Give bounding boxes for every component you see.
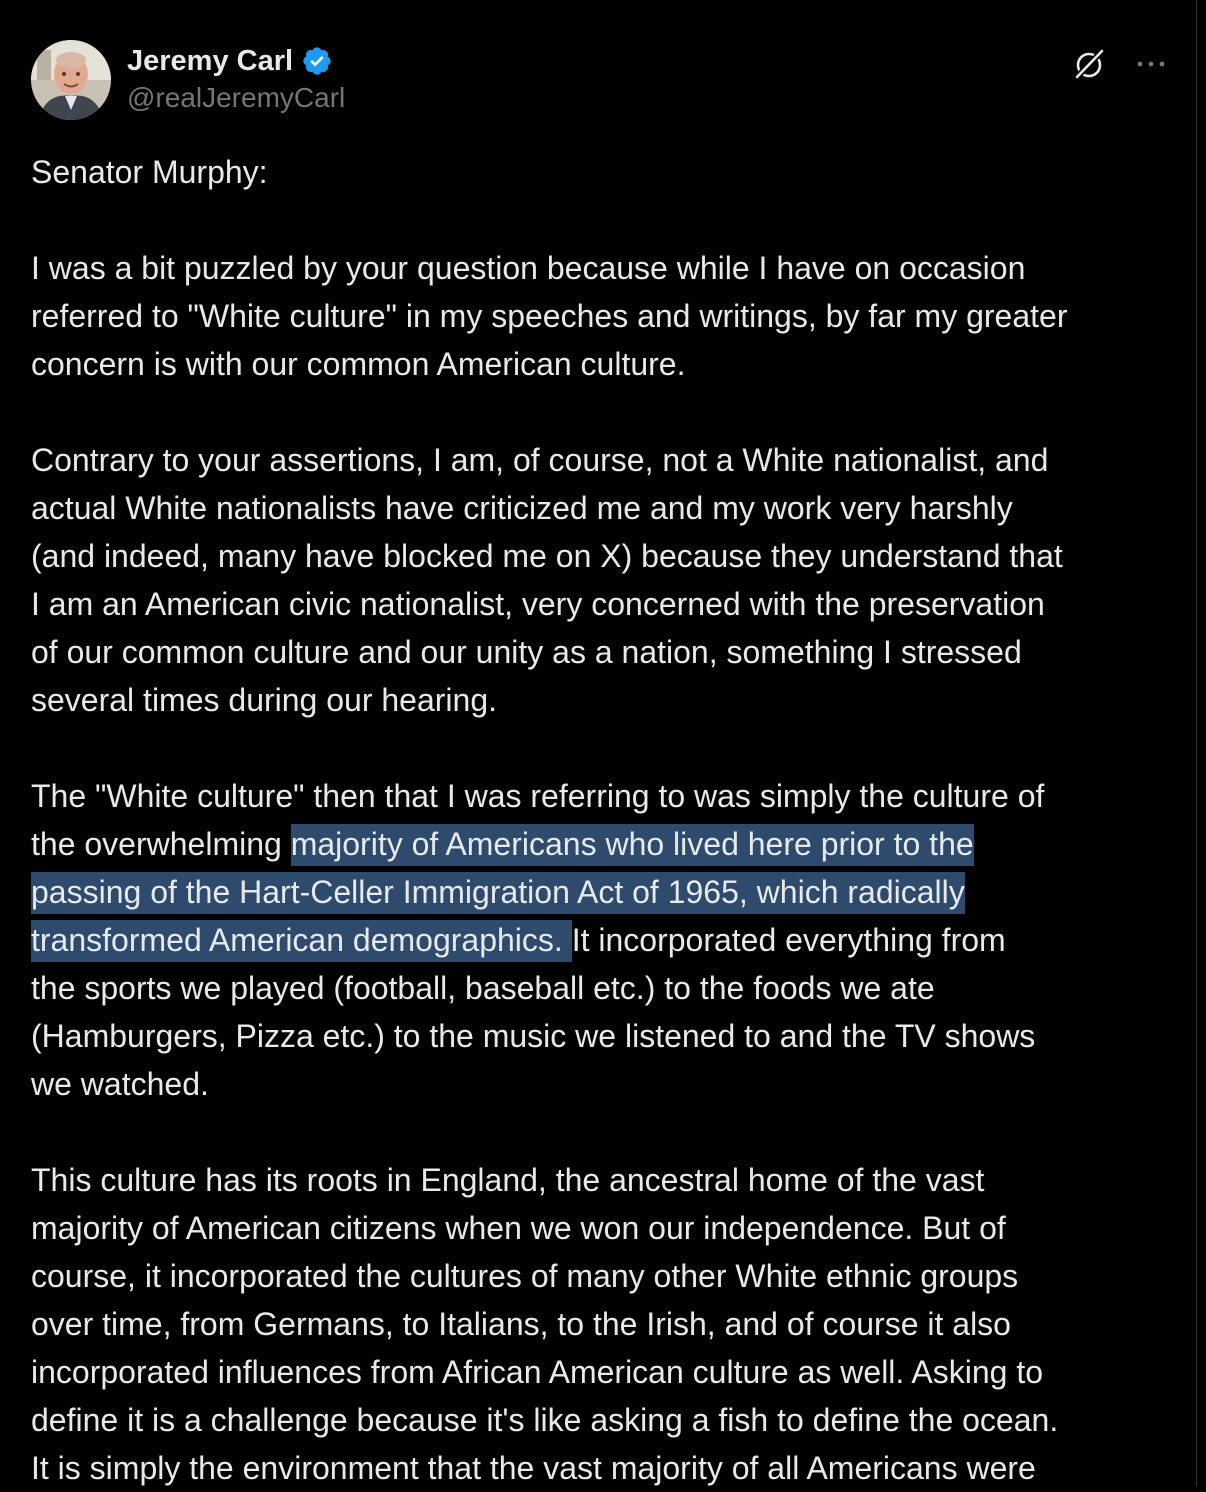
paragraph-gap [31,1108,1181,1156]
highlighted-text[interactable]: majority of Americans who lived here prior to the [291,824,974,866]
paragraph-5-line-3: course, it incorporated the cultures of many other White ethnic groups [31,1258,1019,1294]
highlighted-text[interactable]: passing of the Hart-Celler Immigration Act of 1965, which radically [31,872,965,914]
paragraph-5-line-6: define it is a challenge because it's like asking a fish to define the ocean. [31,1402,1059,1438]
post-header [31,40,1171,120]
paragraph-4-line-7: we watched. [31,1066,209,1102]
paragraph-3-line-5: of our common culture and our unity as a nation, something I stressed [31,634,1022,670]
paragraph-5-line-4: over time, from Germans, to Italians, to the Irish, and of course it also [31,1306,1011,1342]
paragraph-5-line-5: incorporated influences from African American culture as well. Asking to [31,1354,1044,1390]
highlighted-text[interactable]: transformed American demographics. [31,920,572,962]
paragraph-4-line-6: (Hamburgers, Pizza etc.) to the music we listened to and the TV shows [31,1018,1036,1054]
paragraph-5-line-7: It is simply the environment that the vast majority of all Americans were [31,1450,1036,1486]
timeline-border [1196,0,1197,1486]
paragraph-gap [31,724,1181,772]
paragraph-1-line-1: Senator Murphy: [31,154,268,190]
paragraph-gap [31,196,1181,244]
paragraph-5-line-2: majority of American citizens when we won our independence. But of [31,1210,1006,1246]
plain-text: the overwhelming [31,826,291,862]
grok-icon[interactable] [1069,44,1109,84]
author-names [127,42,345,114]
paragraph-2-line-2: referred to "White culture" in my speeches and writings, by far my greater [31,298,1068,334]
verified-badge-icon[interactable] [301,45,333,77]
paragraph-gap [31,388,1181,436]
paragraph-4-line-2 [31,820,1181,868]
avatar[interactable] [31,40,111,120]
paragraph-3-line-3: (and indeed, many have blocked me on X) because they understand that [31,538,1063,574]
paragraph-2-line-1: I was a bit puzzled by your question because while I have on occasion [31,250,1026,286]
display-name[interactable]: Jeremy Carl [127,44,294,77]
more-options-icon[interactable] [1131,44,1171,84]
paragraph-3-line-2: actual White nationalists have criticized me and my work very harshly [31,490,1013,526]
post-text [31,148,1181,1492]
paragraph-4-line-1: The "White culture" then that I was referring to was simply the culture of [31,778,1045,814]
paragraph-2-line-3: concern is with our common American culture. [31,346,686,382]
author-handle[interactable]: @realJeremyCarl [127,82,346,113]
paragraph-3-line-4: I am an American civic nationalist, very concerned with the preservation [31,586,1045,622]
display-name-row [127,42,345,80]
paragraph-3-line-6: several times during our hearing. [31,682,498,718]
paragraph-4-line-5: the sports we played (football, baseball etc.) to the foods we ate [31,970,935,1006]
paragraph-4-line-3 [31,868,1181,916]
plain-text: It incorporated everything from [571,922,1006,958]
paragraph-4-line-4 [31,916,1181,964]
paragraph-3-line-1: Contrary to your assertions, I am, of course, not a White nationalist, and [31,442,1049,478]
paragraph-5-line-1: This culture has its roots in England, the ancestral home of the vast [31,1162,985,1198]
